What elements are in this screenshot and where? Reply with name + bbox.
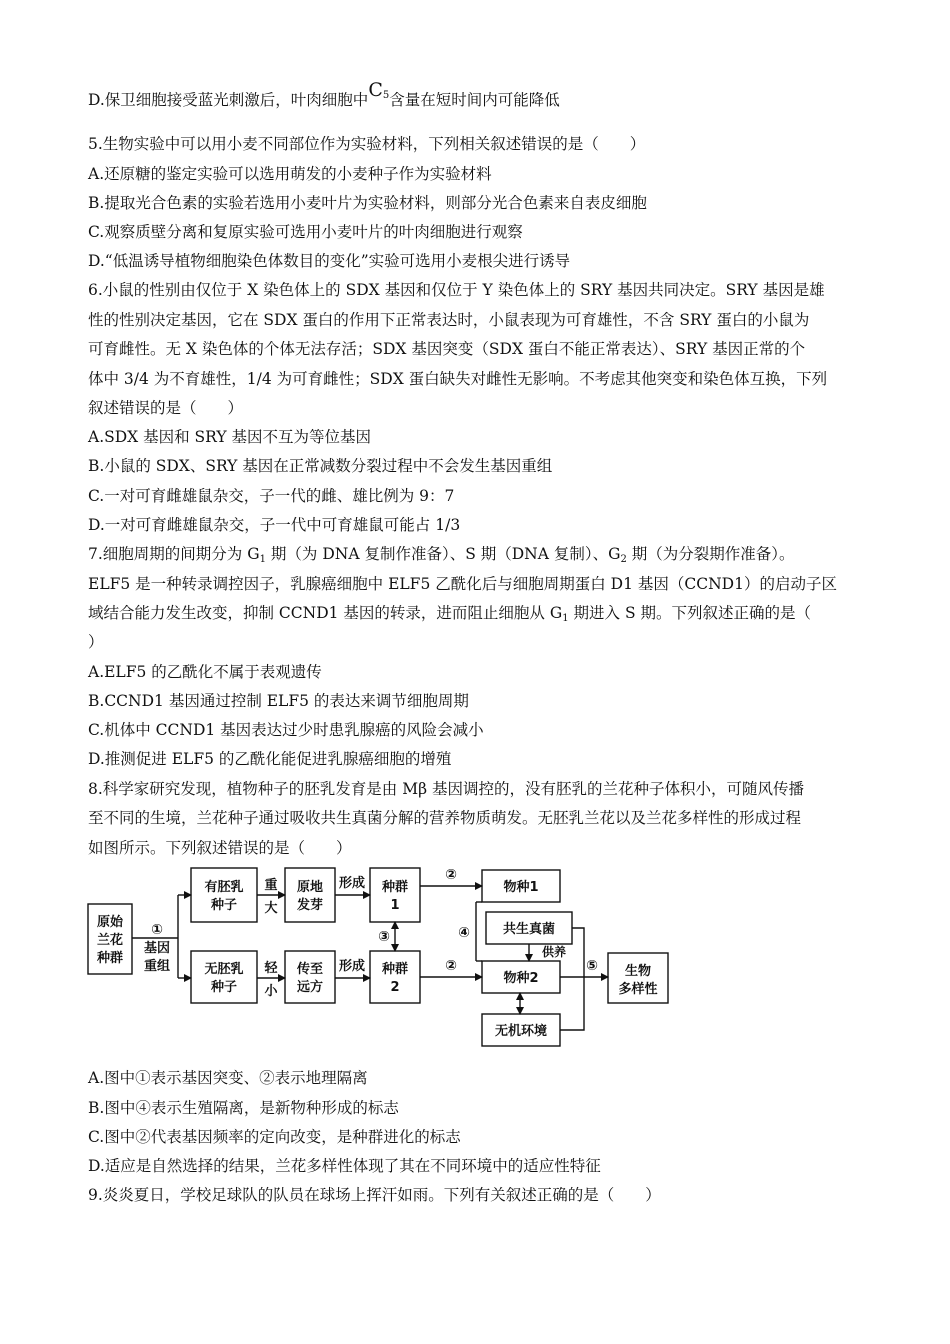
species-1-text: 物种1 <box>503 880 539 895</box>
original-population-text-3: 种群 <box>96 951 124 966</box>
q6-option-d: D.一对可育雌雄鼠杂交，子一代中可育雄鼠可能占 1/3 <box>88 516 461 534</box>
question-6-line-4: 体中 3/4 为不育雄性，1/4 为可育雌性；SDX 蛋白缺失对雌性无影响。不考虑其他突变和染色体互换，下列 <box>88 370 828 388</box>
label-2-bottom: ② <box>445 958 457 974</box>
endosperm-seed-text-2: 种子 <box>210 898 238 913</box>
q7-option-b: B.CCND1 基因通过控制 ELF5 的表达来调节细胞周期 <box>88 692 469 710</box>
q8-option-b: B.图中④表示生殖隔离，是新物种形成的标志 <box>88 1099 399 1117</box>
no-endosperm-seed-text-2: 种子 <box>210 980 238 995</box>
box-population-1 <box>370 868 420 922</box>
label-4: ④ <box>458 925 470 941</box>
q8-option-d: D.适应是自然选择的结果，兰花多样性体现了其在不同环境中的适应性特征 <box>88 1157 601 1175</box>
question-6-line-1: 6.小鼠的性别由仅位于 X 染色体上的 SDX 基因和仅位于 Y 染色体上的 SRY 基因共同决定。SRY 基因是雄 <box>88 281 825 299</box>
q6-option-b: B.小鼠的 SDX、SRY 基因在正常减数分裂过程中不会发生基因重组 <box>88 457 553 475</box>
label-form-1: 形成 <box>338 876 366 891</box>
label-2-top: ② <box>445 867 457 883</box>
option-d-q4: D.保卫细胞接受蓝光刺激后，叶肉细胞中$C_5$含量在短时间内可能降低 <box>88 79 560 109</box>
label-heavy-2: 大 <box>264 901 278 916</box>
q7-option-d: D.推测促进 ELF5 的乙酰化能促进乳腺癌细胞的增殖 <box>88 750 452 768</box>
far-spread-text-2: 远方 <box>296 980 324 995</box>
far-spread-text-1: 传至 <box>296 962 324 977</box>
label-heavy-1: 重 <box>264 878 278 893</box>
label-recombination-2: 重组 <box>143 959 171 974</box>
symbiotic-fungi-text: 共生真菌 <box>502 922 556 937</box>
q6-option-c: C.一对可育雌雄鼠杂交，子一代的雌、雄比例为 9：7 <box>88 487 455 505</box>
question-6-line-5: 叙述错误的是（ ） <box>88 399 244 417</box>
label-light-2: 小 <box>264 984 278 999</box>
q7-option-a: A.ELF5 的乙酰化不属于表观遗传 <box>88 663 322 681</box>
c5-formula: $C_5$ <box>368 79 390 101</box>
population-1-text-2: 1 <box>390 898 400 913</box>
original-population-text-1: 原始 <box>96 915 124 930</box>
label-recombination-1: 基因 <box>143 941 171 956</box>
q5-option-b: B.提取光合色素的实验若选用小麦叶片为实验材料，则部分光合色素来自表皮细胞 <box>88 194 647 212</box>
box-far-spread <box>285 951 335 1003</box>
abiotic-environment-text: 无机环境 <box>494 1024 548 1039</box>
label-5: ⑤ <box>586 958 598 974</box>
no-endosperm-seed-text-1: 无胚乳 <box>204 962 244 977</box>
question-5: 5.生物实验中可以用小麦不同部位作为实验材料，下列相关叙述错误的是（ ） <box>88 135 646 153</box>
question-7-line-2: ELF5 是一种转录调控因子，乳腺癌细胞中 ELF5 乙酰化后与细胞周期蛋白 D1 基因（CCND1）的启动子区 <box>88 575 837 593</box>
question-6-line-2: 性的性别决定基因，它在 SDX 蛋白的作用下正常表达时，小鼠表现为可育雄性，不含 SRY 蛋白的小鼠为 <box>88 311 810 329</box>
label-supply: 供养 <box>541 945 567 959</box>
box-no-endosperm-seed <box>191 951 257 1003</box>
q8-option-a: A.图中①表示基因突变、②表示地理隔离 <box>88 1069 368 1087</box>
box-local-germination <box>285 868 335 922</box>
endosperm-seed-text-1: 有胚乳 <box>204 880 244 895</box>
q5-option-d: D.“低温诱导植物细胞染色体数目的变化”实验可选用小麦根尖进行诱导 <box>88 252 571 270</box>
question-8-line-1: 8.科学家研究发现，植物种子的胚乳发育是由 Mβ 基因调控的，没有胚乳的兰花种子体积小，可随风传播 <box>88 780 804 798</box>
label-form-2: 形成 <box>338 959 366 974</box>
question-8-line-3: 如图所示。下列叙述错误的是（ ） <box>88 839 352 857</box>
question-7-line-4: ） <box>88 633 104 651</box>
q8-option-c: C.图中②代表基因频率的定向改变，是种群进化的标志 <box>88 1128 461 1146</box>
population-2-text-1: 种群 <box>381 962 409 977</box>
box-population-2 <box>370 951 420 1003</box>
label-3: ③ <box>378 929 390 945</box>
q5-option-a: A.还原糖的鉴定实验可以选用萌发的小麦种子作为实验材料 <box>88 165 492 183</box>
population-1-text-1: 种群 <box>381 880 409 895</box>
biodiversity-text-2: 多样性 <box>618 982 658 997</box>
q5-option-c: C.观察质壁分离和复原实验可选用小麦叶片的叶肉细胞进行观察 <box>88 223 523 241</box>
local-germination-text-2: 发芽 <box>296 898 324 913</box>
label-1: ① <box>151 922 163 938</box>
arrow-env-right <box>560 977 584 1030</box>
original-population-text-2: 兰花 <box>96 933 124 948</box>
question-7-line-3: 域结合能力发生改变，抑制 CCND1 基因的转录，进而阻止细胞从 $G_1$ 期进入 S 期。下列叙述正确的是（ <box>88 604 812 624</box>
local-germination-text-1: 原地 <box>296 880 324 895</box>
q6-option-a: A.SDX 基因和 SRY 基因不互为等位基因 <box>88 428 372 446</box>
q7-option-c: C.机体中 CCND1 基因表达过少时患乳腺癌的风险会减小 <box>88 721 484 739</box>
label-light-1: 轻 <box>264 961 278 976</box>
species-2-text: 物种2 <box>503 971 539 986</box>
population-2-text-2: 2 <box>390 980 400 995</box>
question-6-line-3: 可育雌性。无 X 染色体的个体无法存活；SDX 基因突变（SDX 蛋白不能正常表达）、SRY 基因正常的个 <box>88 340 806 358</box>
arrow-fungi-right <box>572 928 584 977</box>
biodiversity-text-1: 生物 <box>624 964 652 979</box>
box-endosperm-seed <box>191 868 257 922</box>
question-9: 9.炎炎夏日，学校足球队的队员在球场上挥汗如雨。下列有关叙述正确的是（ ） <box>88 1186 661 1204</box>
question-7-line-1: 7.细胞周期的间期分为 $G_1$ 期（为 DNA 复制作准备）、S 期（DNA 复制）、$G_2$ 期（为分裂期作准备）。 <box>88 545 795 565</box>
question-8-line-2: 至不同的生境，兰花种子通过吸收共生真菌分解的营养物质萌发。无胚乳兰花以及兰花多样性的形成过程 <box>88 809 802 827</box>
